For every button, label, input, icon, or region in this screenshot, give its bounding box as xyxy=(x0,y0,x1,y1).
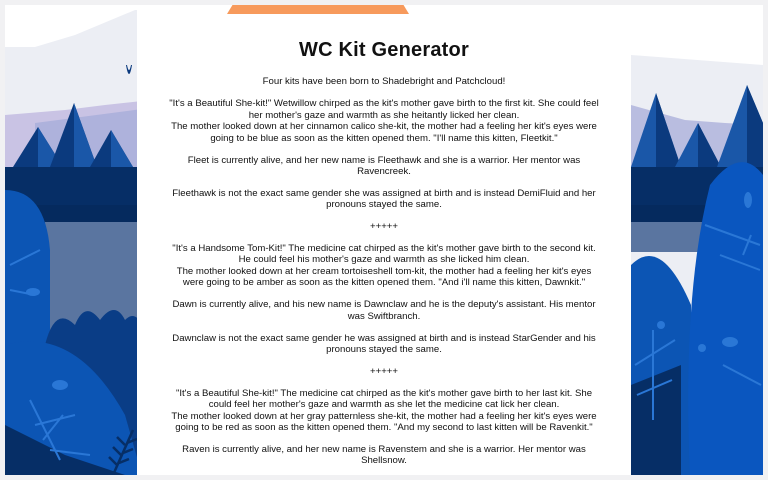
page-title: WC Kit Generator xyxy=(299,39,469,61)
kit-2-gender: Dawnclaw is not the exact same gender he was assigned at birth and is instead StarGender and his pronouns stayed the same. xyxy=(172,332,596,355)
kit-3-birth xyxy=(167,388,601,434)
kit-3-birth-line-2: The mother looked down at her gray patternless she-kit, the mother had a feeling her kit's eyes were going to be red as soon as the kitten opened them. "And my second to last kitten will be Ravenkit." xyxy=(171,410,597,433)
page-viewport xyxy=(5,5,763,475)
kit-2-status: Dawn is currently alive, and his new name is Dawnclaw and he is the deputy's assistant. His mentor was Swiftbranch. xyxy=(172,299,596,322)
generator-output xyxy=(137,5,631,467)
kit-3-status: Raven is currently alive, and her new name is Ravenstem and she is a warrior. Her mentor was Shellsnow. xyxy=(182,443,586,467)
kit-1-birth-line-2: The mother looked down at her cinnamon calico she-kit, the mother had a feeling her kit's eyes were going to be blue as soon as the kitten opened them. "I'll name this kitten, Fleetkit." xyxy=(171,121,597,144)
kit-1-gender: Fleethawk is not the exact same gender she was assigned at birth and is instead DemiFluid and her pronouns stayed the same. xyxy=(172,187,596,211)
kit-1-status: Fleet is currently alive, and her new name is Fleethawk and she is a warrior. Her mentor was Ravencreek. xyxy=(187,154,581,177)
kit-2-birth-line-2: The mother looked down at her cream tortoiseshell tom-kit, the mother had a feeling her kit's eyes were going to be amber as soon as the kitten opened them. "And i'll name this kitten, Dawnkit." xyxy=(176,265,592,289)
kit-1-birth xyxy=(167,98,601,144)
separator: +++++ xyxy=(369,221,398,233)
kit-3-birth-line-1: "It's a Beautiful She-kit!" The medicine cat chirped as the kit's mother gave birth to her last kit. She could feel her mother's gaze and warmth as she let the medicine cat lick her clean. xyxy=(175,387,593,411)
kit-2-birth-line-1: "It's a Handsome Tom-Kit!" The medicine cat chirped as the kit's mother gave birth to the second kit. He could feel his mother's gaze and warmth as she licked him clean. xyxy=(172,243,596,266)
orange-header-tab xyxy=(227,5,409,14)
content-panel xyxy=(137,5,631,475)
intro-text: Four kits have been born to Shadebright and Patchcloud! xyxy=(262,76,506,87)
separator: +++++ xyxy=(369,365,398,377)
kit-1-birth-line-1: "It's a Beautiful She-kit!" Wetwillow chirped as the kit's mother gave birth to the first kit. She could feel her mother's gaze and warmth as she heitantly licked her clean. xyxy=(169,98,599,121)
kit-2-birth xyxy=(167,243,601,289)
